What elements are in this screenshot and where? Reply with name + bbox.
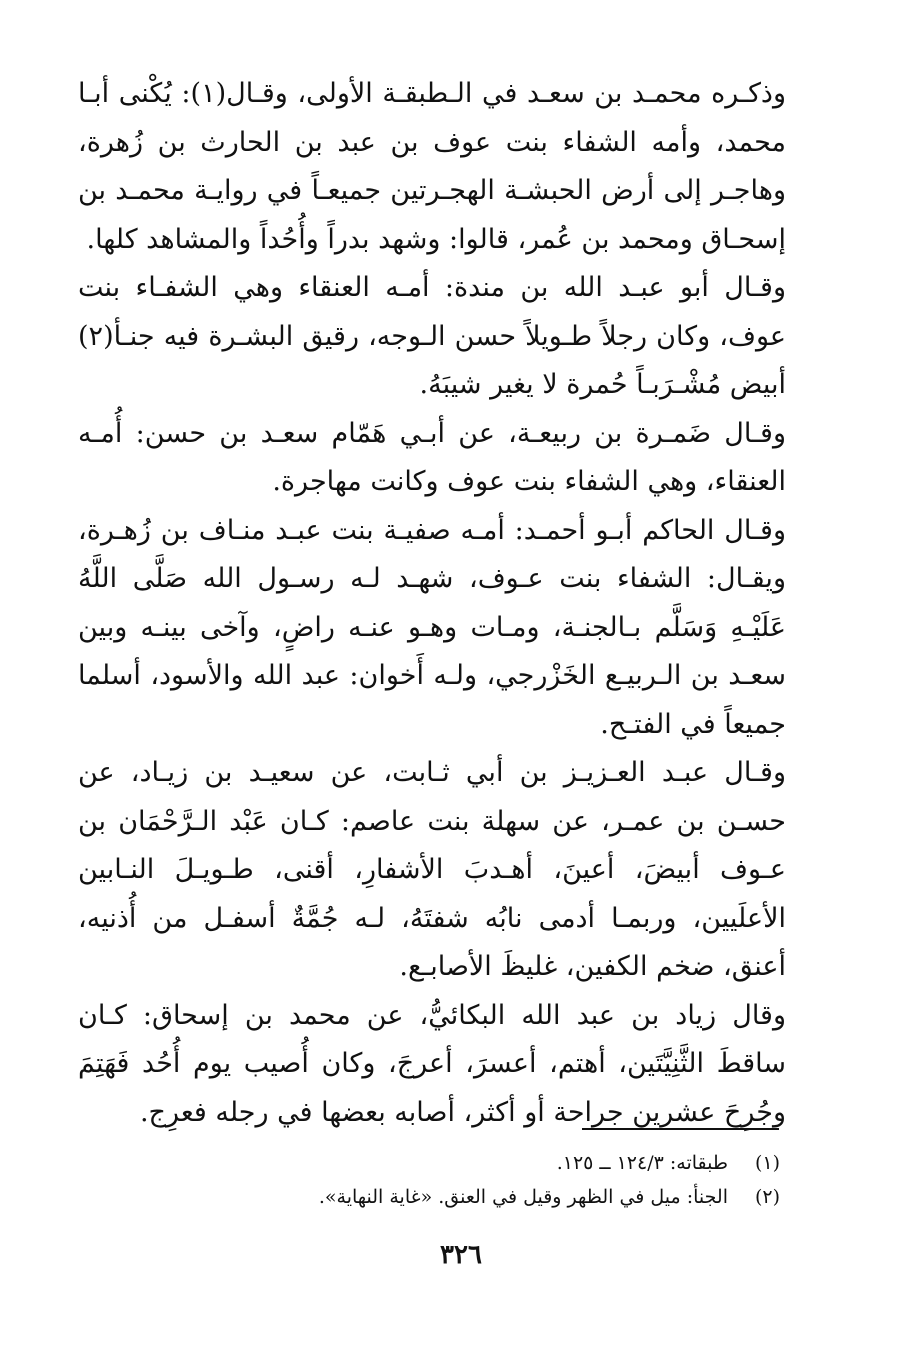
footnote-number: (٢) [754,1186,780,1208]
paragraph: وذكـره محمـد بن سعـد في الـطبقـة الأولى، وقـال(١): يُكْنى أبـا محمد، وأمه الشفاء بنت عوف بن عبد بن الحارث بن زُهرة، وهاجـر إلى أرض الحبشـة الهجـرتين جميعـاً في روايـة محمـد بن إسحـاق ومحمد بن عُمر، قالوا: وشهد بدراً وأُحُداً والمشاهد كلها. [78,78,786,255]
page-number: ٣٢٦ [440,1240,482,1270]
paragraph: وقـال أبو عبـد الله بن مندة: أمـه العنقاء وهي الشفـاء بنت عوف، وكان رجلاً طـويلاً حسن الـوجه، رقيق البشـرة فيه جنـأ(٢) أبيض مُشْـرَبـاً حُمرة لا يغير شيبَهُ. [78,272,786,400]
paragraph: وقال زياد بن عبد الله البكائيُّ، عن محمد بن إسحاق: كـان ساقطَ الثَّنِيَّتَين، أهتم، أعسرَ، أعرجَ، وكان أُصيب يوم أُحُد فَهَتِمَ وجُرِحَ عشرين جراحة أو أكثر، أصابه بعضها في رجله فعرِج. [78,999,786,1128]
footnote-number: (١) [754,1152,780,1174]
footnotes [300,1146,780,1214]
footnote [300,1146,780,1180]
paragraph: وقـال ضَمـرة بن ربيعـة، عن أبـي هَمّام سعـد بن حسن: أُمـه العنقاء، وهي الشفاء بنت عوف وكانت مهاجرة. [78,417,786,497]
paragraph: وقـال عبـد العـزيـز بن أبي ثـابت، عن سعيـد بن زيـاد، عن حسـن بن عمـر، عن سهلة بنت عاصم: كـان عَبْد الـرَّحْمَان بن عـوف أبيضَ، أعينَ، أهـدبَ الأشفارِ، أقنى، طـويـلَ النـابين الأعلَيين، وربمـا أدمى نابُه شفتَهُ، لـه جُمَّةٌ أسفـل من أُذنيه، أعنق، ضخم الكفين، غليظَ الأصابـع. [78,757,786,982]
footnote-text: الجنأ: ميل في الظهر وقيل في العنق. «غاية النهاية». [318,1186,728,1208]
paragraph: وقـال الحاكم أبـو أحمـد: أمـه صفيـة بنت عبـد منـاف بن زُهـرة، ويقـال: الشفاء بنت عـوف، شهـد لـه رسـول الله صَلَّى اللَّهُ عَلَيْـهِ وَسَلَّم بـالجنـة، ومـات وهـو عنـه راضٍ، وآخى بينـه وبين سعـد بن الـربيـع الخَزْرجي، ولـه أَخوان: عبد الله والأسود، أسلما جميعاً في الفتـح. [78,514,786,740]
footnote [300,1180,780,1214]
footnote-divider [582,1128,779,1130]
main-text [78,70,786,1137]
footnote-text: طبقاته: ١٢٤/٣ ــ ١٢٥. [556,1152,728,1174]
